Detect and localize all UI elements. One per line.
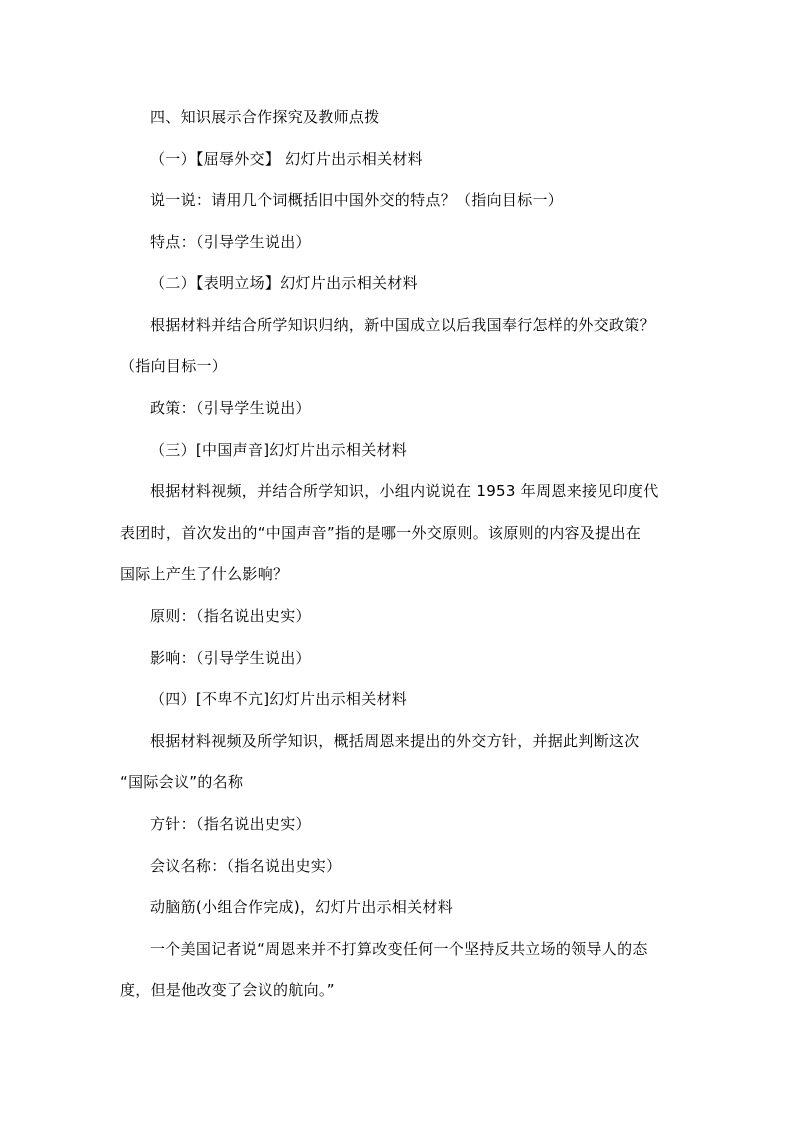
quote-paragraph: 一个美国记者说“周恩来并不打算改变任何一个坚持反共立场的领导人的态 <box>150 940 648 958</box>
question-paragraph-continued: “国际会议”的名称 <box>120 773 244 791</box>
question-paragraph: 说一说：请用几个词概括旧中国外交的特点？（指向目标一） <box>150 191 564 209</box>
question-paragraph: 根据材料视频，并结合所学知识，小组内说说在 1953 年周恩来接见印度代 <box>150 482 659 500</box>
activity-heading: 动脑筋(小组合作完成)，幻灯片出示相关材料 <box>150 898 454 916</box>
subsection-heading-3: （三）[中国声音]幻灯片出示相关材料 <box>150 441 408 459</box>
question-paragraph-continued: （指向目标一） <box>120 357 228 375</box>
subsection-heading-4: （四）[不卑不亢]幻灯片出示相关材料 <box>150 690 408 708</box>
question-paragraph: 根据材料并结合所学知识归纳，新中国成立以后我国奉行怎样的外交政策？ <box>150 316 655 334</box>
section-heading: 四、知识展示合作探究及教师点拨 <box>150 108 380 126</box>
answer-line: 影响：（引导学生说出） <box>150 649 311 667</box>
answer-line: 特点：（引导学生说出） <box>150 233 311 251</box>
subsection-heading-1: （一）【屈辱外交】 幻灯片出示相关材料 <box>150 150 423 168</box>
question-paragraph-continued: 表团时，首次发出的“中国声音”指的是哪一外交原则。该原则的内容及提出在 <box>120 524 642 542</box>
answer-line: 原则：（指名说出史实） <box>150 607 311 625</box>
question-paragraph-continued: 国际上产生了什么影响？ <box>120 565 289 583</box>
quote-paragraph-continued: 度，但是他改变了会议的航向。” <box>120 981 335 999</box>
answer-line: 方针：（指名说出史实） <box>150 815 311 833</box>
subsection-heading-2: （二）【表明立场】幻灯片出示相关材料 <box>150 274 418 292</box>
question-paragraph: 根据材料视频及所学知识，概括周恩来提出的外交方针，并据此判断这次 <box>150 732 640 750</box>
answer-line: 政策：（引导学生说出） <box>150 399 311 417</box>
answer-line: 会议名称：（指名说出史实） <box>150 857 342 875</box>
